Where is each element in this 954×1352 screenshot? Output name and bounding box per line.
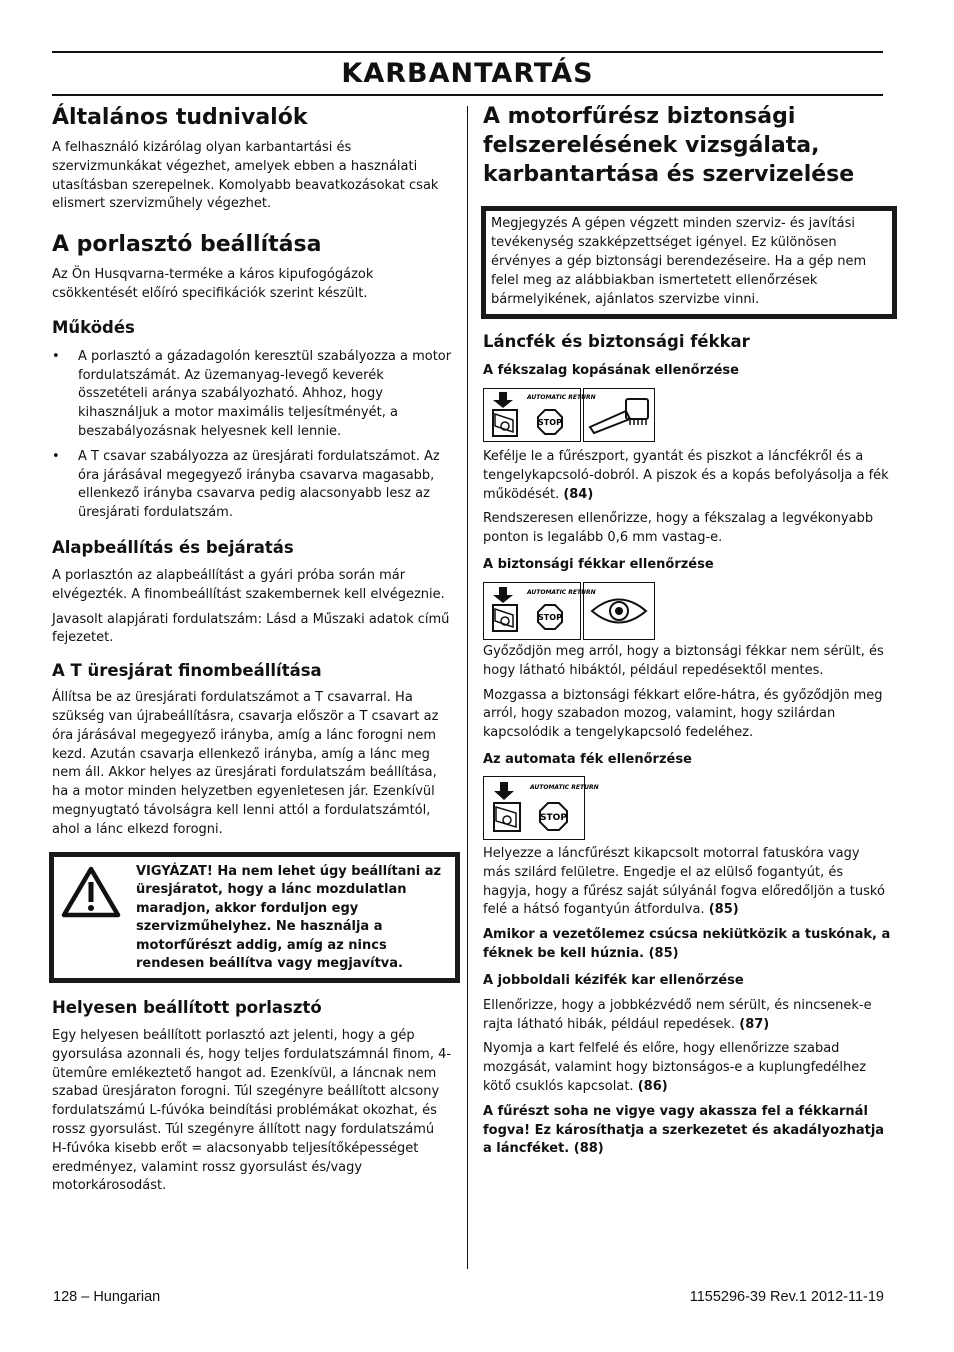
function-list	[52, 348, 452, 523]
list-item: • A porlasztó a gázadagolón keresztül szabályozza a motor fordulatszámát. Az üzemanyag-levegő keverék összetételi aránya szabályozható. Ahhoz, hogy kihasználjuk a motor maximális teljesítményét, a beszabályozásnak helyesnek kell lennie.	[52, 348, 452, 442]
subsection-title-basic: Alapbeállítás és bejáratás	[52, 537, 294, 557]
icon-label-auto: AUTOMATIC RETURN	[527, 588, 596, 596]
lever-paragraph-1: Győződjön meg arról, hogy a biztonsági fékkar nem sérült, és hogy látható hibáktól, például repedésektől mentes.	[483, 643, 884, 678]
automatic-return-stop-icon	[483, 388, 596, 442]
note-box	[481, 206, 897, 319]
icon-label-stop: STOP	[538, 418, 562, 427]
icon-row-lever	[483, 582, 891, 640]
hand-paragraph-2: Nyomja a kart felfelé és előre, hogy ellenőrizze szabad mozgását, valamint hogy biztonságos-e a kuplungfedélhez kötő csuklós kapcsolat. (86)	[483, 1041, 867, 1094]
basic-paragraph-1: A porlasztón az alapbeállítást a gyári próba során már elvégezték. A finombeállítást szakembernek kell elvégeznie.	[52, 567, 445, 602]
carburetor-paragraph: Az Ön Husqvarna-terméke a káros kipufogógázok csökkentését előíró specifikációk szerint készült.	[52, 267, 374, 301]
band-paragraph-2: Rendszeresen ellenőrizze, hogy a fékszalag a legvékonyabb ponton is legalább 0,6 mm vastag-e.	[483, 511, 874, 546]
heading-hand-lever: A jobboldali kézifék kar ellenőrzése	[483, 972, 744, 988]
header-rule-top	[52, 51, 883, 53]
heading-auto-brake: Az automata fék ellenőrzése	[483, 751, 692, 767]
auto-paragraph-1: Helyezze a láncfűrészt kikapcsolt motorral fatuskóra vagy más szilárd felületre. Engedje el az elülső fogantyút, és hagyja, hogy a fűrész saját súlyánál fogva előredőljön a tuskó felé a hátsó fogantyún átfordulva. (85)	[483, 845, 885, 918]
warning-text: VIGYÁZAT! Ha nem lehet úgy beállítani az üresjáratot, hogy a lánc mozdulatlan maradjon, akkor forduljon egy szervizműhelyhez. Ne használja a motorfűrészt addig, amíg az nincs rendesen beállítva vagy megjavítva.	[136, 863, 442, 972]
page-title: KARBANTARTÁS	[341, 58, 594, 89]
correct-paragraph: Egy helyesen beállított porlasztó azt jelenti, hogy a gép gyorsulása azonnali és, hogy teljes fordulatszámnál finom, 4-ütemûre emlékeztető hangot ad. Ezenkívül, a láncnak nem szabad üresjáraton forogni. Túl szegényre beállított alcsony fordulatszámú L-fúvóka beindítási problémákat okozhat, és rossz gyorsulást. Túl szegényre állított nagy fordulatszámú H-fúvóka kisebb erőt = alacsonyabb teljesítőképességet eredményez, valamint rossz gyorsulást és/vagy motorkárosodást.	[52, 1028, 452, 1194]
idle-paragraph: Állítsa be az üresjárati fordulatszámot a T csavarral. Ha szükség van újrabeállításra, csavarja először a T csavart az óra járásával megegyező irányba, amíg a lánc forogni nem kezd. Azután csavarja ellenkező irányba, amíg a lánc meg nem áll. Akkor helyes az üresjárati fordulatszám beállítása, ha a motor minden helyzetben egyenletesen jár. Ezenkívül megnyugtató távolságra kell lenni attól a fordulatszámtól, ahol a lánc elkezd forogni.	[52, 690, 439, 837]
subsection-title-chainbrake: Láncfék és biztonsági fékkar	[483, 332, 750, 351]
icon-label-stop: STOP	[540, 812, 567, 823]
icon-label-stop: STOP	[538, 612, 562, 622]
header-rule-bottom	[52, 94, 883, 96]
basic-paragraph-2: Javasolt alapjárati fordulatszám: Lásd a Műszaki adatok című fejezetet.	[52, 611, 450, 646]
automatic-return-stop-icon	[483, 582, 596, 640]
subsection-title-idle: A T üresjárat finombeállítása	[52, 661, 322, 681]
section-title-carburetor: A porlasztó beállítása	[52, 232, 322, 258]
icon-row-band	[483, 388, 891, 442]
section-title-safety: A motorfűrész biztonsági felszerelésének vizsgálata, karbantartása és szervizelése	[483, 104, 855, 187]
auto-paragraph-2: Amikor a vezetőlemez csúcsa nekiütközik a tuskónak, a féknek be kell húznia. (85)	[483, 927, 891, 961]
right-column	[483, 100, 891, 1159]
automatic-return-stop-icon	[483, 776, 599, 840]
heading-lever-check: A biztonsági fékkar ellenőrzése	[483, 556, 714, 572]
section-title-general: Általános tudnivalók	[52, 105, 308, 130]
icon-row-auto	[483, 776, 891, 840]
warning-box	[49, 852, 460, 984]
list-item: • A T csavar szabályozza az üresjárati fordulatszámot. Az óra járásával megegyező irányba csavarva magasabb, ellenkező irányba csavarva pedig alacsonyabb lesz az üresjárati fordulatszám.	[52, 448, 452, 523]
eye-icon	[583, 582, 655, 640]
icon-label-auto: AUTOMATIC RETURN	[527, 394, 596, 401]
note-text: Megjegyzés A gépen végzett minden szerviz- és javítási tevékenység szakképzettséget igényel. Ez különösen érvényes a gép biztonsági berendezéseire. Ha a gép nem felel meg az alábbiakban ismertetett ellenőrzések bármelyikének, ajánlatos szervizbe vinni.	[491, 216, 867, 307]
subsection-title-function: Működés	[52, 317, 135, 337]
footer-doc-id: 1155296-39 Rev.1 2012-11-19	[689, 1289, 884, 1305]
band-paragraph-1: Kefélje le a fűrészport, gyantát és piszkot a láncfékről és a tengelykapcsoló-dobról. A piszok és a kopás befolyásolja a fék működését. (84)	[483, 449, 889, 502]
brush-icon	[583, 388, 655, 442]
left-column	[52, 100, 452, 1196]
heading-band-check: A fékszalag kopásának ellenőrzése	[483, 363, 739, 378]
warning-triangle-icon	[60, 863, 136, 975]
footer-page-number: 128 – Hungarian	[53, 1289, 161, 1305]
hand-paragraph-1: Ellenőrizze, hogy a jobbkézvédő nem sérült, és nincsenek-e rajta látható hibák, például repedések. (87)	[483, 997, 872, 1032]
hand-paragraph-3: A fűrészt soha ne vigye vagy akassza fel a fékkarnál fogva! Ez károsíthatja a szerkezetet és akadályozhatja a láncféket. (88)	[483, 1103, 885, 1157]
subsection-title-correct: Helyesen beállított porlasztó	[52, 998, 322, 1018]
icon-label-auto: AUTOMATIC RETURN	[530, 783, 599, 791]
column-divider	[467, 106, 468, 1269]
general-paragraph: A felhasználó kizárólag olyan karbantartási és szervizmunkákat végezhet, amelyek ebben a használati utasításban szerepelnek. Komolyabb beavatkozásokat csak elismert szervizműhely végezhet.	[52, 140, 439, 212]
lever-paragraph-2: Mozgassa a biztonsági fékkart előre-hátra, és győződjön meg arról, hogy szabadon mozog, valamint, hogy szilárdan kapcsolódik a tengelykapcsoló fedeléhez.	[483, 687, 883, 741]
